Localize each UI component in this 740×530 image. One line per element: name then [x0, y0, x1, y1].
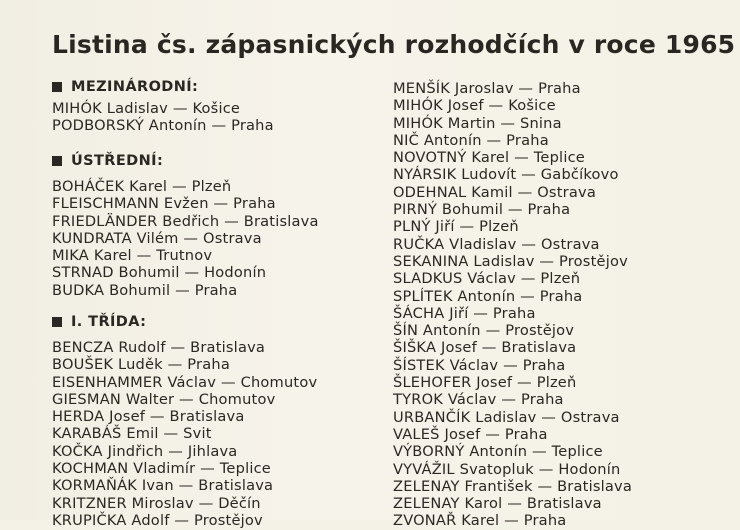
central-referee-list — [52, 178, 319, 299]
list-item: ODEHNAL Kamil — Ostrava — [393, 183, 596, 201]
list-item: PODBORSKÝ Antonín — Praha — [52, 117, 274, 135]
list-item: VÝBORNÝ Antonín — Teplice — [393, 443, 603, 461]
list-item: BOHÁČEK Karel — Plzeň — [52, 178, 232, 195]
list-item: BOUŠEK Luděk — Praha — [52, 356, 230, 374]
section-heading-label: ÚSTŘEDNÍ: — [71, 153, 164, 169]
list-item: SPLÍTEK Antonín — Praha — [393, 287, 583, 305]
list-item: MIKA Karel — Trutnov — [52, 247, 213, 265]
bullet-square-icon — [52, 317, 62, 327]
list-item: ŠIŠKA Josef — Bratislava — [393, 339, 577, 357]
list-item: SLADKUS Václav — Plzeň — [393, 270, 581, 288]
list-item: PLNÝ Jiří — Plzeň — [393, 218, 519, 236]
list-item: KRUPIČKA Adolf — Prostějov — [52, 511, 263, 529]
list-item: ZVONAŘ Karel — Praha — [393, 512, 567, 530]
list-item: FRIEDLÄNDER Bedřich — Bratislava — [52, 212, 319, 230]
list-item: NYÁRSIK Ludovít — Gabčíkovo — [393, 166, 619, 184]
list-item: NOVOTNÝ Karel — Teplice — [393, 149, 585, 167]
list-item: STRNAD Bohumil — Hodonín — [52, 264, 267, 282]
list-item: KOCHMAN Vladimír — Teplice — [52, 460, 271, 478]
list-item: BUDKA Bohumil — Praha — [52, 281, 238, 299]
list-item: KOČKA Jindřich — Jihlava — [52, 442, 238, 460]
list-item: RUČKA Vladislav — Ostrava — [393, 235, 600, 253]
list-item: BENCZA Rudolf — Bratislava — [52, 339, 266, 356]
list-item: NIČ Antonín — Praha — [393, 131, 549, 149]
first-class-referee-list — [52, 339, 317, 529]
list-item: KARABÁŠ Emil — Svit — [52, 425, 212, 443]
list-item: URBANČÍK Ladislav — Ostrava — [393, 408, 620, 426]
list-item: HERDA Josef — Bratislava — [52, 408, 245, 426]
list-item: GIESMAN Walter — Chomutov — [52, 390, 276, 408]
list-item: MENŠÍK Jaroslav — Praha — [393, 80, 581, 97]
list-item: MIHÓK Ladislav — Košice — [52, 100, 241, 117]
document-title: Listina čs. zápasnických rozhodčích v roce 1965 — [52, 30, 736, 59]
right-column-referee-list — [393, 80, 632, 530]
list-item: KORMAŇÁK Ivan — Bratislava — [52, 477, 274, 495]
list-item: ŠÁCHA Jiří — Praha — [393, 304, 536, 322]
list-item: TYROK Václav — Praha — [393, 391, 564, 409]
section-heading-international — [52, 79, 198, 95]
list-item: KUNDRATA Vilém — Ostrava — [52, 229, 262, 247]
bullet-square-icon — [52, 156, 62, 166]
list-item: SEKANINA Ladislav — Prostějov — [393, 252, 628, 270]
list-item: VALEŠ Josef — Praha — [393, 425, 548, 443]
list-item: ŠÍSTEK Václav — Praha — [393, 356, 566, 374]
list-item: EISENHAMMER Václav — Chomutov — [52, 373, 318, 391]
list-item: KRITZNER Miroslav — Děčín — [52, 494, 261, 512]
list-item: ZELENAY Karol — Bratislava — [393, 495, 602, 513]
list-item: MIHÓK Josef — Košice — [393, 97, 556, 115]
list-item: ŠLEHOFER Josef — Plzeň — [393, 374, 577, 392]
list-item: FLEISCHMANN Evžen — Praha — [52, 195, 276, 213]
international-referee-list — [52, 100, 274, 135]
section-heading-first-class — [52, 314, 146, 330]
section-heading-label: MEZINÁRODNÍ: — [71, 79, 199, 95]
list-item: PIRNÝ Bohumil — Praha — [393, 201, 571, 219]
list-item: VYVÁŽIL Svatopluk — Hodonín — [393, 460, 621, 478]
bullet-square-icon — [52, 82, 62, 92]
section-heading-label: I. TŘÍDA: — [71, 314, 147, 330]
list-item: MIHÓK Martin — Snina — [393, 114, 562, 132]
section-heading-central — [52, 153, 163, 169]
list-item: ŠÍN Antonín — Prostějov — [393, 322, 575, 340]
list-item: ZELENAY František — Bratislava — [393, 477, 633, 495]
